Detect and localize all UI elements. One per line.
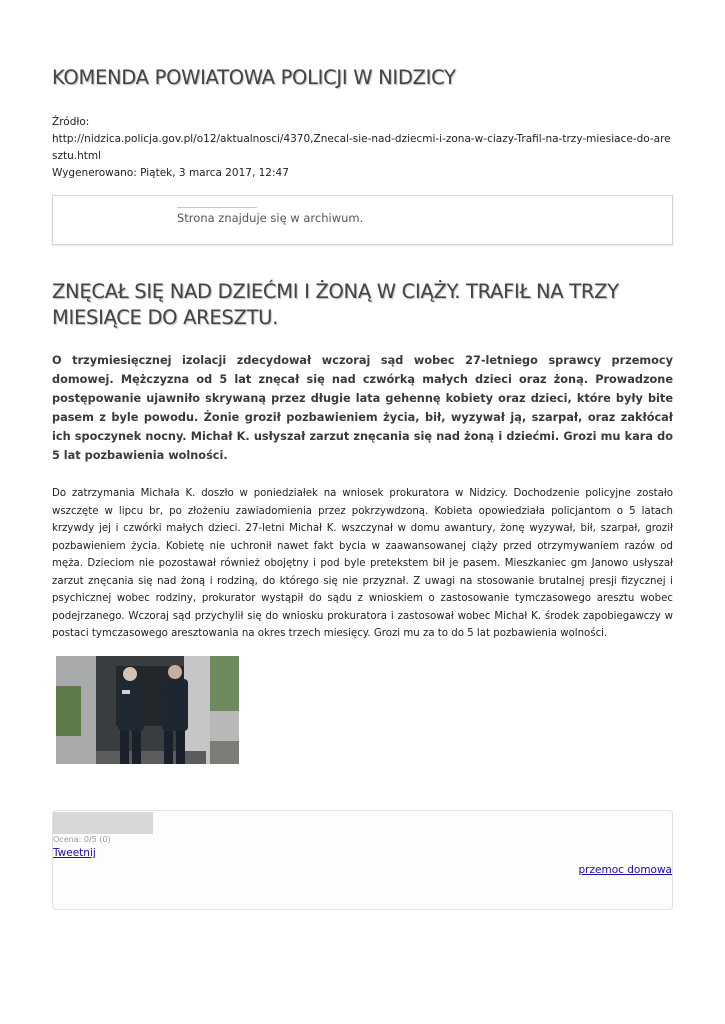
source-label: Źródło: [52, 116, 90, 128]
article-title: ZNĘCAŁ SIĘ NAD DZIEĆMI I ŻONĄ W CIĄŻY. TRAFIŁ NA TRZY MIESIĄCE DO ARESZTU. [52, 280, 619, 329]
article-lead: O trzymiesięcznej izolacji zdecydował wczoraj sąd wobec 27-letniego sprawcy przemocy domowej. Mężczyzna od 5 lat znęcał się nad czwórką małych dzieci oraz żoną. Prowadzone postępowanie ujawniło skrywaną przez długie lata gehennę kobiety oraz dzieci, które były bite pasem z byle powodu. Żonie groził pozbawieniem życia, bił, wyzywał ją, szarpał, oraz zakłócał ich spoczynek nocny. Michał K. usłyszał zarzut znęcania się nad żoną i dziećmi. Grozi mu kara do 5 lat pozbawienia wolności. [52, 354, 673, 462]
article-photo[interactable] [56, 656, 239, 764]
rating-text: Ocena: 0/5 (0) [53, 835, 111, 844]
source-url: http://nidzica.policja.gov.pl/o12/aktualnosci/4370,Znecal-sie-nad-dziecmi-i-zona-w-ciazy-Trafil-na-trzy-miesiace-do-aresztu.html [52, 133, 671, 162]
archive-notice-box [52, 195, 673, 245]
source-meta [52, 114, 673, 182]
archive-notice: Strona znajduje się w archiwum. [177, 211, 364, 225]
archive-divider [177, 207, 257, 208]
tweet-link[interactable]: Tweetnij [53, 847, 96, 859]
rating-stars[interactable] [53, 812, 153, 834]
article-body: Do zatrzymania Michała K. doszło w poniedziałek na wniosek prokuratora w Nidzicy. Dochodzenie policyjne zostało wszczęte w lipcu br, po złożeniu zawiadomienia przez pokrzywdzoną. Kobieta opowiedziała policjantom o 5 latach krzywdy jej i czwórki małych dzieci. 27-letni Michał K. wszczynał w domu awantury, żonę wyzywał, bił, szarpał, groził pozbawieniem życia. Kobietę nie uchronił nawet fakt bycia w zaawansowanej ciąży przed otrzymywaniem razów od męża. Dzieciom nie pozostawał również obojętny i pod byle pretekstem bił je pasem. Mieszkaniec gm Janowo usłyszał zarzut znęcania się nad żoną i rodziną, do którego się nie przyznał. Z uwagi na stosowanie brutalnej presji fizycznej i psychicznej wobec rodziny, prokurator wystąpił do sądu z wnioskiem o zastosowanie tymczasowego aresztu wobec podejrzanego. Wczoraj sąd przychylił się do wniosku prokuratora i zastosował wobec Michał K. środek zapobiegawczy w postaci tymczasowego aresztowania na okres trzech miesięcy. Grozi mu za to do 5 lat pozbawienia wolności. [52, 488, 673, 639]
generated-date: Wygenerowano: Piątek, 3 marca 2017, 12:47 [52, 167, 289, 179]
tag-link-przemoc-domowa[interactable]: przemoc domowa [578, 864, 672, 876]
article-footer [52, 810, 673, 910]
site-title: KOMENDA POWIATOWA POLICJI W NIDZICY [52, 66, 456, 89]
